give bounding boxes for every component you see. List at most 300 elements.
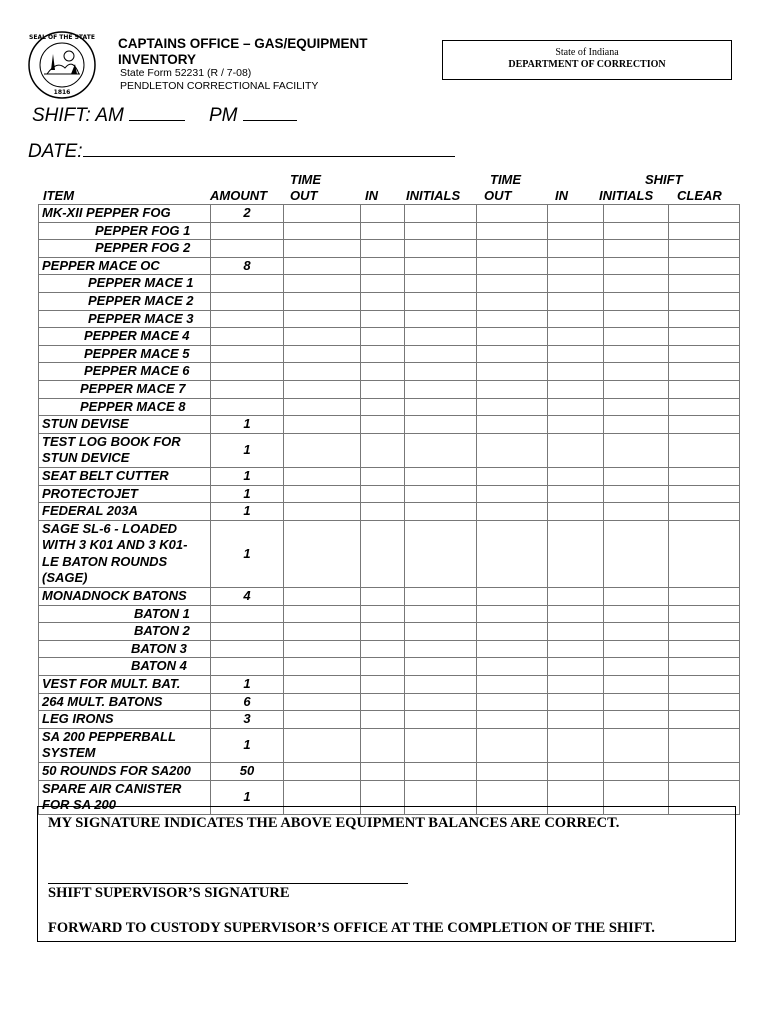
table-row (39, 640, 740, 658)
item-cell (39, 345, 211, 363)
item-name: PEPPER MACE 1 (88, 275, 194, 291)
time-out-1-cell[interactable] (284, 467, 361, 485)
in-1-cell[interactable] (361, 398, 405, 416)
time-out-1-cell[interactable] (284, 503, 361, 521)
item-cell (39, 328, 211, 346)
clear-cell[interactable] (669, 292, 740, 310)
time-out-2-cell[interactable] (477, 240, 548, 258)
time-out-1-cell[interactable] (284, 205, 361, 223)
clear-cell[interactable] (669, 328, 740, 346)
clear-cell[interactable] (669, 398, 740, 416)
date-input-line[interactable] (83, 140, 455, 157)
initials-1-cell[interactable] (405, 658, 477, 676)
item-cell (39, 693, 211, 711)
time-out-2-cell[interactable] (477, 763, 548, 781)
shift-initials-cell[interactable] (604, 222, 669, 240)
in-1-cell[interactable] (361, 588, 405, 606)
table-row (39, 398, 740, 416)
in-2-cell[interactable] (548, 623, 604, 641)
time-out-2-cell[interactable] (477, 503, 548, 521)
svg-text:SEAL OF THE STATE: SEAL OF THE STATE (29, 34, 95, 41)
amount-cell (211, 240, 284, 258)
shift-field (32, 104, 185, 127)
initials-1-cell[interactable] (405, 433, 477, 467)
shift-initials-cell[interactable] (604, 728, 669, 762)
time-out-1-cell[interactable] (284, 292, 361, 310)
agency-box (442, 40, 732, 80)
clear-cell[interactable] (669, 275, 740, 293)
time-out-2-cell[interactable] (477, 485, 548, 503)
in-1-cell[interactable] (361, 363, 405, 381)
time-out-1-cell[interactable] (284, 640, 361, 658)
in-2-cell[interactable] (548, 467, 604, 485)
in-2-cell[interactable] (548, 222, 604, 240)
clear-cell[interactable] (669, 728, 740, 762)
in-2-cell[interactable] (548, 275, 604, 293)
time-out-1-cell[interactable] (284, 363, 361, 381)
in-2-cell[interactable] (548, 485, 604, 503)
shift-initials-cell[interactable] (604, 328, 669, 346)
in-1-cell[interactable] (361, 416, 405, 434)
in-1-cell[interactable] (361, 222, 405, 240)
time-out-2-cell[interactable] (477, 520, 548, 587)
time-out-2-cell[interactable] (477, 588, 548, 606)
item-name: SA 200 PEPPERBALL (42, 728, 176, 744)
time-out-2-cell[interactable] (477, 467, 548, 485)
in-1-cell[interactable] (361, 328, 405, 346)
initials-1-cell[interactable] (405, 292, 477, 310)
table-row (39, 222, 740, 240)
item-name: SEAT BELT CUTTER (42, 467, 169, 483)
in-2-cell[interactable] (548, 763, 604, 781)
in-1-cell[interactable] (361, 292, 405, 310)
in-1-cell[interactable] (361, 345, 405, 363)
item-name: FEDERAL 203A (42, 503, 138, 519)
item-name: PEPPER MACE OC (42, 257, 160, 273)
in-2-cell[interactable] (548, 292, 604, 310)
in-1-cell[interactable] (361, 676, 405, 694)
in-2-cell[interactable] (548, 363, 604, 381)
time-out-1-cell[interactable] (284, 257, 361, 275)
time-out-1-cell[interactable] (284, 623, 361, 641)
item-name: FOR SA 200 (42, 797, 116, 813)
in-1-cell[interactable] (361, 310, 405, 328)
shift-initials-cell[interactable] (604, 605, 669, 623)
in-2-cell[interactable] (548, 416, 604, 434)
item-name: PEPPER MACE 4 (84, 328, 190, 344)
table-row (39, 520, 740, 587)
in-2-cell[interactable] (548, 310, 604, 328)
clear-cell[interactable] (669, 433, 740, 467)
col-item: ITEM (43, 188, 75, 203)
col-out-1-label: OUT (290, 188, 318, 203)
col-clear: CLEAR (677, 188, 722, 203)
time-out-1-cell[interactable] (284, 310, 361, 328)
table-row (39, 205, 740, 223)
in-1-cell[interactable] (361, 658, 405, 676)
time-out-1-cell[interactable] (284, 520, 361, 587)
in-2-cell[interactable] (548, 257, 604, 275)
clear-cell[interactable] (669, 222, 740, 240)
initials-1-cell[interactable] (405, 588, 477, 606)
in-1-cell[interactable] (361, 520, 405, 587)
initials-1-cell[interactable] (405, 623, 477, 641)
time-out-1-cell[interactable] (284, 605, 361, 623)
initials-1-cell[interactable] (405, 693, 477, 711)
initials-1-cell[interactable] (405, 676, 477, 694)
item-cell (39, 658, 211, 676)
item-cell (39, 205, 211, 223)
item-name: SAGE SL-6 - LOADED (42, 520, 178, 536)
item-cell (39, 380, 211, 398)
time-out-2-cell[interactable] (477, 380, 548, 398)
amount-cell (211, 328, 284, 346)
clear-cell[interactable] (669, 467, 740, 485)
item-name: BATON 2 (134, 623, 190, 639)
in-1-cell[interactable] (361, 205, 405, 223)
time-out-1-cell[interactable] (284, 658, 361, 676)
shift-initials-cell[interactable] (604, 416, 669, 434)
initials-1-cell[interactable] (405, 520, 477, 587)
in-2-cell[interactable] (548, 205, 604, 223)
time-out-2-cell[interactable] (477, 257, 548, 275)
shift-initials-cell[interactable] (604, 363, 669, 381)
initials-1-cell[interactable] (405, 398, 477, 416)
in-1-cell[interactable] (361, 467, 405, 485)
initials-1-cell[interactable] (405, 711, 477, 729)
am-input-line[interactable] (129, 104, 185, 121)
am-label: AM (95, 105, 124, 126)
item-cell (39, 416, 211, 434)
in-2-cell[interactable] (548, 328, 604, 346)
amount-cell: 4 (211, 588, 284, 606)
initials-1-cell[interactable] (405, 205, 477, 223)
item-cell (39, 485, 211, 503)
time-out-2-cell[interactable] (477, 398, 548, 416)
indiana-state-seal (27, 30, 97, 100)
time-out-1-cell[interactable] (284, 222, 361, 240)
item-name: PEPPER FOG 1 (95, 222, 191, 238)
time-out-1-cell[interactable] (284, 433, 361, 467)
time-out-1-cell[interactable] (284, 676, 361, 694)
initials-1-cell[interactable] (405, 605, 477, 623)
shift-initials-cell[interactable] (604, 433, 669, 467)
in-1-cell[interactable] (361, 503, 405, 521)
item-name: SPARE AIR CANISTER (42, 780, 182, 796)
time-out-2-cell[interactable] (477, 433, 548, 467)
col-time-out-2 (484, 172, 521, 204)
shift-initials-cell[interactable] (604, 676, 669, 694)
in-2-cell[interactable] (548, 520, 604, 587)
time-out-2-cell[interactable] (477, 676, 548, 694)
initials-1-cell[interactable] (405, 275, 477, 293)
in-1-cell[interactable] (361, 763, 405, 781)
agency-department: DEPARTMENT OF CORRECTION (508, 59, 666, 70)
shift-initials-cell[interactable] (604, 205, 669, 223)
clear-cell[interactable] (669, 676, 740, 694)
in-1-cell[interactable] (361, 275, 405, 293)
table-row (39, 363, 740, 381)
clear-cell[interactable] (669, 257, 740, 275)
time-out-2-cell[interactable] (477, 345, 548, 363)
table-row (39, 292, 740, 310)
item-name: PEPPER MACE 5 (84, 345, 190, 361)
clear-cell[interactable] (669, 588, 740, 606)
initials-1-cell[interactable] (405, 380, 477, 398)
table-row (39, 345, 740, 363)
item-name: TEST LOG BOOK FOR (42, 433, 181, 449)
item-name: PEPPER MACE 2 (88, 292, 194, 308)
in-2-cell[interactable] (548, 588, 604, 606)
col-in-2: IN (555, 188, 568, 203)
item-cell (39, 257, 211, 275)
in-2-cell[interactable] (548, 433, 604, 467)
in-2-cell[interactable] (548, 693, 604, 711)
initials-1-cell[interactable] (405, 363, 477, 381)
item-cell (39, 433, 211, 467)
time-out-1-cell[interactable] (284, 345, 361, 363)
signature-label: SHIFT SUPERVISOR’S SIGNATURE (48, 885, 290, 901)
in-2-cell[interactable] (548, 640, 604, 658)
initials-1-cell[interactable] (405, 328, 477, 346)
shift-initials-cell[interactable] (604, 310, 669, 328)
clear-cell[interactable] (669, 605, 740, 623)
signature-line[interactable] (48, 883, 408, 884)
item-cell (39, 503, 211, 521)
clear-cell[interactable] (669, 763, 740, 781)
pm-input-line[interactable] (243, 104, 297, 121)
amount-cell (211, 623, 284, 641)
item-name: BATON 4 (131, 658, 187, 674)
in-2-cell[interactable] (548, 240, 604, 258)
in-1-cell[interactable] (361, 711, 405, 729)
initials-1-cell[interactable] (405, 503, 477, 521)
in-2-cell[interactable] (548, 711, 604, 729)
time-out-1-cell[interactable] (284, 711, 361, 729)
time-out-2-cell[interactable] (477, 640, 548, 658)
item-name: VEST FOR MULT. BAT. (42, 676, 181, 692)
clear-cell[interactable] (669, 640, 740, 658)
time-out-1-cell[interactable] (284, 328, 361, 346)
initials-1-cell[interactable] (405, 222, 477, 240)
clear-cell[interactable] (669, 416, 740, 434)
shift-initials-cell[interactable] (604, 588, 669, 606)
time-out-2-cell[interactable] (477, 711, 548, 729)
shift-initials-cell[interactable] (604, 257, 669, 275)
initials-1-cell[interactable] (405, 485, 477, 503)
clear-cell[interactable] (669, 520, 740, 587)
item-name: STUN DEVICE (42, 450, 130, 466)
time-out-1-cell[interactable] (284, 763, 361, 781)
time-out-2-cell[interactable] (477, 693, 548, 711)
time-out-2-cell[interactable] (477, 363, 548, 381)
item-cell (39, 240, 211, 258)
col-amount: AMOUNT (210, 188, 268, 203)
shift-initials-cell[interactable] (604, 640, 669, 658)
initials-1-cell[interactable] (405, 257, 477, 275)
amount-cell: 1 (211, 503, 284, 521)
date-label: DATE: (28, 141, 83, 162)
clear-cell[interactable] (669, 485, 740, 503)
time-out-2-cell[interactable] (477, 222, 548, 240)
clear-cell[interactable] (669, 711, 740, 729)
shift-initials-cell[interactable] (604, 693, 669, 711)
item-cell (39, 520, 211, 587)
in-1-cell[interactable] (361, 623, 405, 641)
shift-initials-cell[interactable] (604, 292, 669, 310)
time-out-1-cell[interactable] (284, 728, 361, 762)
time-out-1-cell[interactable] (284, 416, 361, 434)
in-1-cell[interactable] (361, 485, 405, 503)
shift-initials-cell[interactable] (604, 503, 669, 521)
clear-cell[interactable] (669, 310, 740, 328)
table-row (39, 310, 740, 328)
initials-1-cell[interactable] (405, 310, 477, 328)
amount-cell: 1 (211, 467, 284, 485)
forward-note: FORWARD TO CUSTODY SUPERVISOR’S OFFICE AT THE COMPLETION OF THE SHIFT. (48, 920, 655, 936)
form-title (118, 36, 388, 68)
table-row (39, 763, 740, 781)
clear-cell[interactable] (669, 380, 740, 398)
item-cell (39, 588, 211, 606)
time-out-2-cell[interactable] (477, 310, 548, 328)
clear-cell[interactable] (669, 363, 740, 381)
shift-initials-cell[interactable] (604, 485, 669, 503)
time-out-2-cell[interactable] (477, 328, 548, 346)
amount-cell (211, 380, 284, 398)
shift-initials-cell[interactable] (604, 345, 669, 363)
item-name: STUN DEVISE (42, 416, 129, 432)
item-cell (39, 640, 211, 658)
time-out-1-cell[interactable] (284, 693, 361, 711)
shift-initials-cell[interactable] (604, 467, 669, 485)
table-row (39, 328, 740, 346)
initials-1-cell[interactable] (405, 416, 477, 434)
clear-cell[interactable] (669, 240, 740, 258)
date-field (28, 140, 455, 163)
item-name: LEG IRONS (42, 711, 114, 727)
item-cell (39, 728, 211, 762)
in-2-cell[interactable] (548, 676, 604, 694)
time-out-1-cell[interactable] (284, 240, 361, 258)
time-out-2-cell[interactable] (477, 275, 548, 293)
in-1-cell[interactable] (361, 380, 405, 398)
in-1-cell[interactable] (361, 433, 405, 467)
item-name: 50 ROUNDS FOR SA200 (42, 763, 191, 778)
clear-cell[interactable] (669, 658, 740, 676)
amount-cell: 1 (211, 485, 284, 503)
col-initials-2: INITIALS (599, 188, 654, 203)
shift-initials-cell[interactable] (604, 240, 669, 258)
item-cell (39, 467, 211, 485)
item-name: BATON 1 (134, 605, 190, 621)
shift-initials-cell[interactable] (604, 275, 669, 293)
table-row (39, 433, 740, 467)
in-2-cell[interactable] (548, 398, 604, 416)
col-initials-1: INITIALS (406, 188, 461, 203)
item-name: PEPPER MACE 3 (88, 310, 194, 326)
initials-1-cell[interactable] (405, 240, 477, 258)
time-out-2-cell[interactable] (477, 658, 548, 676)
initials-1-cell[interactable] (405, 728, 477, 762)
time-out-2-cell[interactable] (477, 605, 548, 623)
in-1-cell[interactable] (361, 257, 405, 275)
in-2-cell[interactable] (548, 658, 604, 676)
item-cell (39, 310, 211, 328)
time-out-2-cell[interactable] (477, 292, 548, 310)
amount-cell (211, 398, 284, 416)
shift-initials-cell[interactable] (604, 520, 669, 587)
in-2-cell[interactable] (548, 728, 604, 762)
shift-initials-cell[interactable] (604, 711, 669, 729)
clear-cell[interactable] (669, 503, 740, 521)
item-cell (39, 292, 211, 310)
time-out-1-cell[interactable] (284, 398, 361, 416)
in-2-cell[interactable] (548, 605, 604, 623)
in-2-cell[interactable] (548, 503, 604, 521)
table-row (39, 693, 740, 711)
shift-initials-cell[interactable] (604, 398, 669, 416)
item-name: MONADNOCK BATONS (42, 588, 187, 604)
in-2-cell[interactable] (548, 380, 604, 398)
clear-cell[interactable] (669, 693, 740, 711)
time-out-1-cell[interactable] (284, 485, 361, 503)
item-cell (39, 222, 211, 240)
in-1-cell[interactable] (361, 640, 405, 658)
shift-initials-cell[interactable] (604, 380, 669, 398)
agency-state: State of Indiana (555, 47, 619, 58)
item-name: (SAGE) (42, 570, 88, 586)
time-out-1-cell[interactable] (284, 275, 361, 293)
col-time-1-label: TIME (290, 172, 322, 187)
time-out-1-cell[interactable] (284, 380, 361, 398)
amount-cell: 6 (211, 693, 284, 711)
in-1-cell[interactable] (361, 240, 405, 258)
item-cell (39, 676, 211, 694)
initials-1-cell[interactable] (405, 640, 477, 658)
amount-cell: 1 (211, 728, 284, 762)
time-out-2-cell[interactable] (477, 623, 548, 641)
item-cell (39, 363, 211, 381)
shift-label: SHIFT: (32, 105, 91, 126)
amount-cell: 50 (211, 763, 284, 781)
item-name: WITH 3 K01 AND 3 K01- (42, 537, 188, 553)
table-row (39, 416, 740, 434)
time-out-2-cell[interactable] (477, 205, 548, 223)
shift-initials-cell[interactable] (604, 658, 669, 676)
initials-1-cell[interactable] (405, 763, 477, 781)
form-number: State Form 52231 (R / 7-08) (120, 67, 252, 79)
initials-1-cell[interactable] (405, 345, 477, 363)
in-1-cell[interactable] (361, 693, 405, 711)
in-1-cell[interactable] (361, 605, 405, 623)
time-out-2-cell[interactable] (477, 728, 548, 762)
col-time-out-1 (290, 172, 321, 204)
clear-cell[interactable] (669, 623, 740, 641)
in-2-cell[interactable] (548, 345, 604, 363)
shift-initials-cell[interactable] (604, 763, 669, 781)
item-name: LE BATON ROUNDS (42, 553, 168, 569)
clear-cell[interactable] (669, 205, 740, 223)
initials-1-cell[interactable] (405, 467, 477, 485)
clear-cell[interactable] (669, 345, 740, 363)
amount-cell (211, 640, 284, 658)
time-out-1-cell[interactable] (284, 588, 361, 606)
in-1-cell[interactable] (361, 728, 405, 762)
shift-initials-cell[interactable] (604, 623, 669, 641)
amount-cell: 1 (211, 520, 284, 587)
time-out-2-cell[interactable] (477, 416, 548, 434)
